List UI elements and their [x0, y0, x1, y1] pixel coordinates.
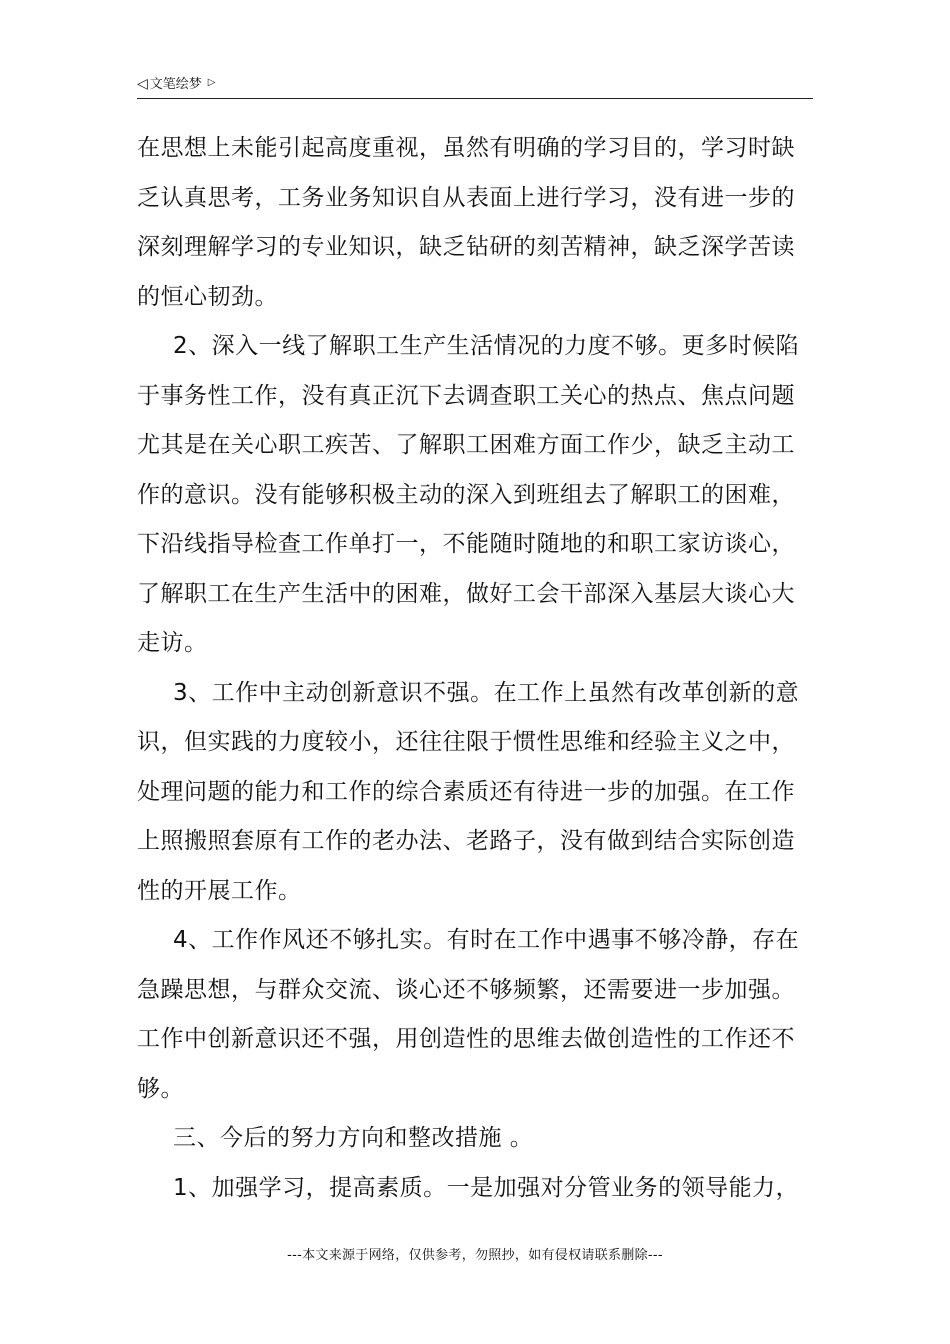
- page-footer-disclaimer: ---本文来源于网络，仅供参考，勿照抄，如有侵权请联系删除---: [287, 1248, 663, 1263]
- left-triangle-icon: ◁: [137, 76, 148, 92]
- paragraph-item-2: 2、深入一线了解职工生产生活情况的力度不够。更多时候陷于事务性工作，没有真正沉下去调查职工关心的热点、焦点问题尤其是在关心职工疾苦、了解职工困难方面工作少，缺乏主动工作的意识。没有能够积极主动的深入到班组去了解职工的困难，下沿线指导检查工作单打一，不能随时随地的和职工家访谈心，了解职工在生产生活中的困难，做好工会干部深入基层大谈心大走访。: [137, 333, 800, 656]
- document-body: [137, 124, 817, 1213]
- header-title: 文笔绘梦: [149, 77, 202, 92]
- paragraph-item-4: 4、工作作风还不够扎实。有时在工作中遇事不够冷静，存在急躁思想，与群众交流、谈心还不够频繁，还需要进一步加强。工作中创新意识还不强，用创造性的思维去做创造性的工作还不够。: [137, 927, 800, 1102]
- paragraph-measure-1: 1、加强学习，提高素质。一是加强对分管业务的领导能力，: [173, 1174, 800, 1201]
- page-header: [137, 72, 813, 99]
- paragraph-item-3: 3、工作中主动创新意识不强。在工作上虽然有改革创新的意识，但实践的力度较小，还往往限于惯性思维和经验主义之中，处理问题的能力和工作的综合素质还有待进一步的加强。在工作上照搬照套原有工作的老办法、老路子，没有做到结合实际创造性的开展工作。: [137, 679, 800, 904]
- section-heading: 三、今后的努力方向和整改措施 。: [173, 1125, 534, 1151]
- paragraph-continuation: 在思想上未能引起高度重视，虽然有明确的学习目的，学习时缺乏认真思考，工务业务知识自从表面上进行学习，没有进一步的深刻理解学习的专业知识，缺乏钻研的刻苦精神，缺乏深学苦读的恒心韧劲。: [137, 135, 795, 310]
- right-triangle-icon: ▷: [207, 77, 216, 88]
